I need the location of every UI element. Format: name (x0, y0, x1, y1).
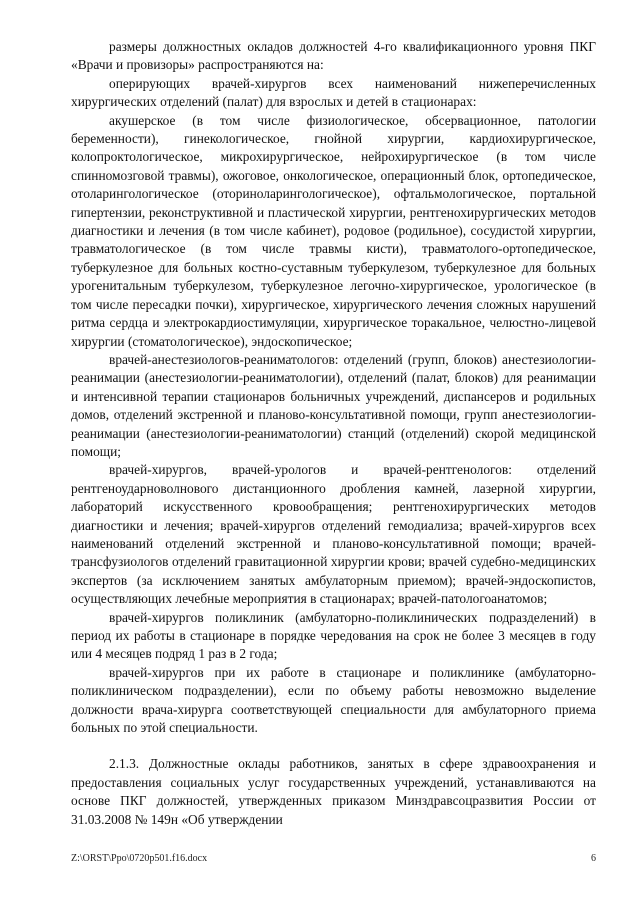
paragraph-section-2-1-3: 2.1.3. Должностные оклады работников, занятых в сфере здравоохранения и предоставления социальных услуг государственных учреждений, устанавливаются на основе ПКГ должностей, утвержденных приказом Минздравсоцразвития России от 31.03.2008 № 149н «Об утверждении (71, 756, 596, 827)
document-body (71, 38, 596, 829)
page-number: 6 (591, 853, 596, 864)
footer-file-path: Z:\ORST\Ppo\0720p501.f16.docx (71, 853, 208, 864)
paragraph-operating-surgeons: оперирующих врачей-хирургов всех наименований нижеперечисленных хирургических отделений (палат) для взрослых и детей в стационарах: (71, 75, 596, 110)
paragraph-surgeons-urologists-radiologists: врачей-хирургов, врачей-урологов и врачей-рентгенологов: отделений рентгеноударноволнового дистанционного дробления камней, лазерной хирургии, лабораторий искусственного кровообращения; рентгенохирургических методов диагностики и лечения; врачей-хирургов отделений гемодиализа; врачей-хирургов всех наименований отделений экстренной и планово-консультативной помощи; врачей-трансфузиологов отделений гравитационной хирургии крови; врачей судебно-медицинских экспертов (за исключением занятых амбулаторным приемом); врачей-эндоскопистов, осуществляющих лечебные мероприятия в стационарах; врачей-патологоанатомов; (71, 462, 596, 607)
paragraph-surgical-departments: акушерское (в том числе физиологическое, обсервационное, патологии беременности), гинекологическое, гнойной хирургии, кардиохирургическое, колопроктологическое, микрохирургическое, нейрохирургическое (в том числе спинномозговой травмы), ожоговое, онкологическое, операционный блок, ортопедическое, отоларингологическое (оториноларингологическое), офтальмологическое, портальной гипертензии, реконструктивной и пластической хирургии, рентгенохирургических методов диагностики и лечения (в том числе кабинет), родовое (родильное), сосудистой хирургии, травматологическое (в том числе травмы кисти), травматолого-ортопедическое, туберкулезное для больных костно-суставным туберкулезом, туберкулезное для больных урогенитальным туберкулезом, туберкулезное легочно-хирургическое, урологическое (в том числе пересадки почки), хирургическое, хирургического лечения сложных нарушений ритма сердца и электрокардиостимуляции, хирургическое торакальное, челюстно-лицевой хирургии (стоматологическое), эндоскопическое; (71, 112, 596, 349)
paragraph-intro: размеры должностных окладов должностей 4-го квалификационного уровня ПКГ «Врачи и провизоры» распространяются на: (71, 39, 596, 73)
paragraph-polyclinic-surgeons: врачей-хирургов поликлиник (амбулаторно-поликлинических подразделений) в период их работы в стационаре в порядке чередования на срок не более 3 месяцев в году или 4 месяцев подряд 1 раз в 2 года; (71, 609, 596, 662)
paragraph-hospital-and-polyclinic: врачей-хирургов при их работе в стационаре и поликлинике (амбулаторно-поликлиническом подразделении), если по объему работы невозможно выделение должности врача-хирурга соответствующей специальности для амбулаторного приема больных по этой специальности. (71, 664, 596, 736)
paragraph-anesthesiologists: врачей-анестезиологов-реаниматологов: отделений (групп, блоков) анестезиологии-реанимации (анестезиологии-реаниматологии), отделений (палат, блоков) для реанимации и интенсивной терапии стационаров больничных учреждений, диспансеров и родильных домов, отделений экстренной и планово-консультативной помощи, групп анестезиологии-реанимации (анестезиологии-реаниматологии) станций (отделений) скорой медицинской помощи; (71, 351, 596, 459)
